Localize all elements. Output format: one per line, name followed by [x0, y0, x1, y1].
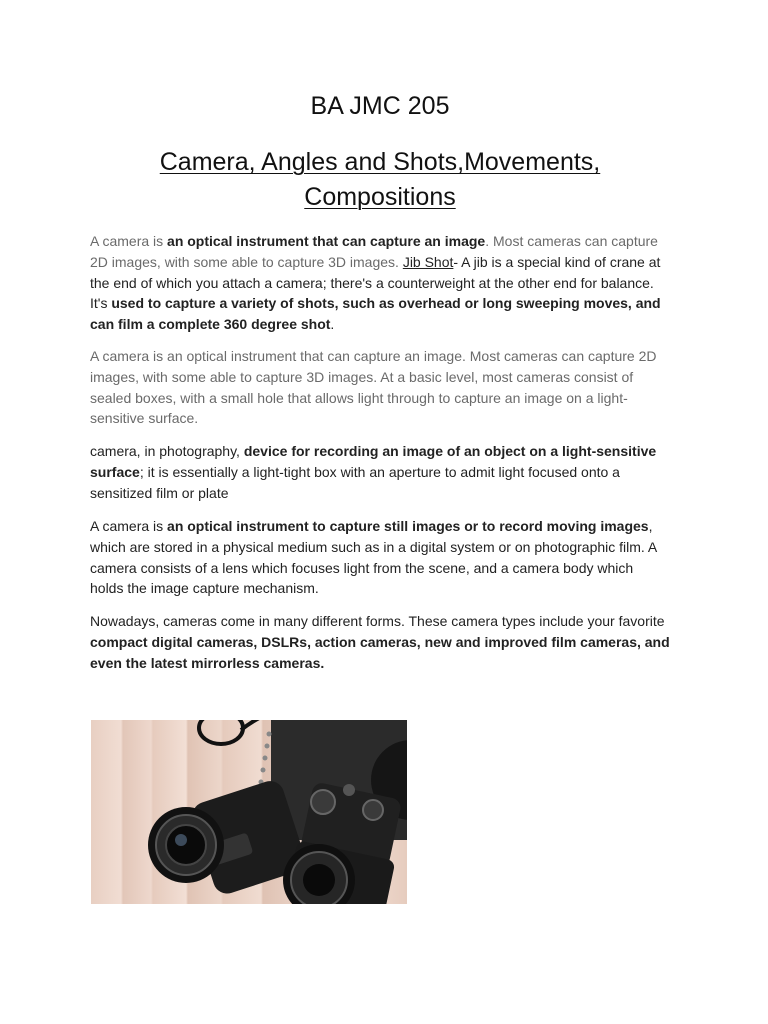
p1-bold-2: used to capture a variety of shots, such as overhead or long sweeping moves, and can film a complete 360 degree shot — [90, 295, 661, 333]
paragraph-camera-types — [90, 611, 670, 673]
p5-text-1: Nowadays, cameras come in many different forms. These camera types include your favorite — [90, 613, 665, 629]
p1-text-2: . Most cameras can capture 2D images, with some able to capture 3D images. — [90, 233, 658, 270]
paragraph-sealed-boxes — [90, 346, 670, 429]
eyeglasses-shape — [199, 720, 263, 744]
paragraph-photography — [90, 441, 670, 503]
p4-text-2: , which are stored in a physical medium such as in a digital system or on photographic film. A camera consists of a lens which focuses light from the scene, and a camera body which holds the image capture mechanism. — [90, 518, 657, 597]
paragraph-camera-definition — [90, 231, 670, 335]
p4-text-1: A camera is — [90, 518, 168, 534]
document-title: BA JMC 205 — [310, 92, 450, 120]
p1-bold-1: an optical instrument that can capture an image — [167, 233, 486, 249]
p4-bold-1: an optical instrument to capture still images or to record moving images — [167, 518, 649, 534]
p1-text-4: . — [330, 316, 335, 333]
p5-bold-1: compact digital cameras, DSLRs, action cameras, new and improved film cameras, and even the latest mirrorless cameras. — [90, 633, 670, 671]
p3-bold-1: device for recording an image of an object on a light-sensitive surface — [90, 443, 657, 480]
p1-text-1: A camera is — [90, 233, 168, 249]
cameras-illustration — [91, 720, 407, 904]
cameras-photo — [91, 720, 407, 904]
document-subtitle — [90, 145, 670, 215]
p2-text-1: A camera is an optical instrument that can capture an image. Most cameras can capture 2D images, with some able to capture 3D images. At a basic level, most cameras consist of sealed boxes, with a small hole that allows light through to capture an image on a light-sensitive surface. — [90, 348, 657, 427]
subtitle-line-2: Compositions — [304, 183, 456, 211]
p3-text-2: ; it is essentially a light-tight box with an aperture to admit light focused onto a sensitized film or plate — [90, 463, 620, 501]
p3-text-1: camera, in photography, — [90, 443, 244, 459]
p1-text-3: - A jib is a special kind of crane at the end of which you attach a camera; there's a counterweight at the other end for balance. It's — [90, 253, 661, 312]
subtitle-line-1: Camera, Angles and Shots,Movements, — [159, 148, 601, 176]
jib-shot-link[interactable]: Jib Shot — [402, 253, 454, 270]
paragraph-still-images — [90, 516, 670, 599]
